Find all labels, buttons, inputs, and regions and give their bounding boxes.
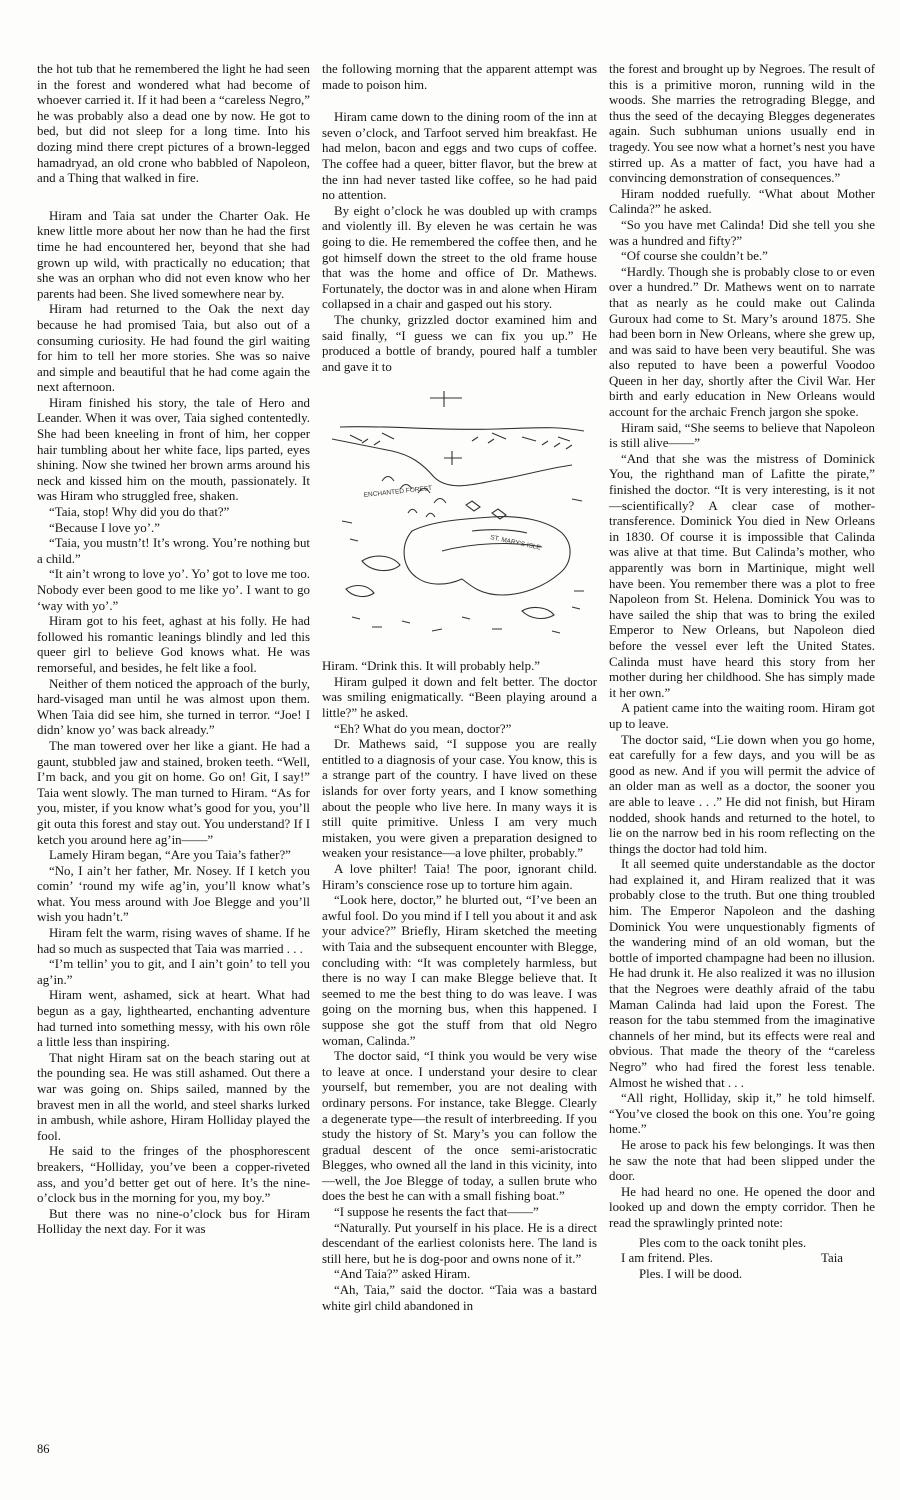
paragraph: Hiram said, “She seems to believe that Napoleon is still alive——” xyxy=(609,420,875,451)
paragraph: Hiram got to his feet, aghast at his folly. He had followed his romantic leanings blindly and led this queer girl to believe God knows what. He was remorseful, and besides, he felt like a fool. xyxy=(37,614,310,675)
paragraph: Hiram came down to the dining room of the inn at seven o’clock, and Tarfoot served him breakfast. He had melon, bacon and eggs and two cups of coffee. The coffee had a queer, bitter flavor, but the brew at the inn had never tasted like coffee, so he had paid no attention. xyxy=(322,110,597,203)
column-left xyxy=(37,62,310,1238)
island-map-illustration xyxy=(322,381,592,651)
column-right xyxy=(609,62,875,1282)
map-label-island: ST. MARY'S ISLE xyxy=(489,534,542,552)
paragraph: The chunky, grizzled doctor examined him and said finally, “I guess we can fix you up.” He produced a bottle of brandy, poured half a tumbler and gave it to xyxy=(322,312,597,374)
paragraph: A patient came into the waiting room. Hiram got up to leave. xyxy=(609,701,875,731)
paragraph: “It ain’t wrong to love yo’. Yo’ got to love me too. Nobody ever been good to me like yo’. I want to go ‘way with yo’.” xyxy=(37,567,310,613)
paragraph: Neither of them noticed the approach of the burly, hard-visaged man until he was almost upon them. When Taia did see him, she turned in terror. “Joe! I didn’ know yo’ was back already.” xyxy=(37,676,310,738)
paragraph: Lamely Hiram began, “Are you Taia’s father?” xyxy=(49,848,291,863)
paragraph: “Eh? What do you mean, doctor?” xyxy=(334,721,512,736)
paragraph: “I suppose he resents the fact that——” xyxy=(334,1205,539,1220)
paragraph: “Ah, Taia,” said the doctor. “Taia was a bastard white girl child abandoned in xyxy=(322,1283,597,1313)
paragraph: But there was no nine-o’clock bus for Hiram Holliday the next day. For it was xyxy=(37,1206,310,1237)
paragraph: By eight o’clock he was doubled up with cramps and violently ill. By eleven he was certain he was going to die. He remembered the coffee then, and he got himself down the street to the old frame house that was the home and office of Dr. Mathews. Fortunately, the doctor was in and alone when Hiram collapsed in a chair and gasped out his story. xyxy=(322,203,597,312)
paragraph: the forest and brought up by Negroes. The result of this is a primitive moron, running wild in the woods. She marries the retrograding Blegge, and thus the seed of the decaying Blegges degenerates again. Such subhuman unions usually end in tragedy. You see now what a hornet’s nest you have stirred up. As a matter of fact, you have had a convincing demonstration of consequences.” xyxy=(609,62,875,186)
map-label-enchanted-forest: ENCHANTED FOREST xyxy=(363,485,433,500)
paragraph: “I’m tellin’ you to git, and I ain’t goin’ to tell you ag’in.” xyxy=(37,957,310,987)
paragraph: Hiram. “Drink this. It will probably help.” xyxy=(322,659,541,674)
paragraph: “No, I ain’t her father, Mr. Nosey. If I ketch you comin’ ‘round my wife ag’in, you’ll know what’s what. You mess around with Joe Blegge and you’ll wish you hadn’t.” xyxy=(37,863,310,925)
paragraph: The doctor said, “I think you would be very wise to leave at once. I understand your desire to clear yourself, but remember, you are not dealing with ordinary persons. For instance, take Blegge. Clearly a degenerate type—the result of interbreeding. If you study the history of St. Mary’s you can follow the gradual descent of the once semi-aristocratic Blegges, who owned all the land in this vicinity, into—well, the Joe Blegge of today, a sullen brute who does the best he can with a small fishing boat.” xyxy=(322,1049,597,1204)
paragraph: “And that she was the mistress of Dominick You, the righthand man of Lafitte the pirate,” finished the doctor. “It is very interesting, is it not—scientifically? A clear case of mother-transference. Dominick You died in New Orleans in 1830. Of course it is impossible that Calinda was alive at that time. But Calinda’s mother, who apparently was born in Martinique, might well have been. You remember there was a plot to free Napoleon from St. Helena. Dominick You was to have sailed the ship that was to bring the exiled Emperor to New Orleans, but Napoleon died before the vessel ever left the United States. Calinda must have heard this story from her mother during her childhood. She has simply made it her own.” xyxy=(609,451,875,700)
paragraph: Hiram and Taia sat under the Charter Oak. He knew little more about her now than he had the first time he had encountered her, beyond that she had grown up wild, with practically no education; that she was an orphan who did not even know who her parents had been. She lived somewhere near by. xyxy=(37,208,310,301)
paragraph: He said to the fringes of the phosphorescent breakers, “Holliday, you’ve been a copper-riveted ass, and you’d better get out of here. It’s the nine-o’clock bus in the morning for you, my boy.” xyxy=(37,1144,310,1206)
paragraph: Hiram went, ashamed, sick at heart. What had begun as a gay, lighthearted, enchanting adventure had turned into something messy, with his own rôle a little less than inspiring. xyxy=(37,988,310,1050)
paragraph: Dr. Mathews said, “I suppose you are really entitled to a diagnosis of your case. You know, this is a strange part of the country. I have lived on these islands for over forty years, and I know something about the people who live here. In many ways it is still quite primitive. Unless I am very much mistaken, you were given a preparation designed to weaken your resistance—a love philter, probably.” xyxy=(322,737,597,861)
paragraph: “Because I love yo’.” xyxy=(49,520,160,535)
paragraph: the hot tub that he remembered the light he had seen in the forest and wondered what had become of whoever carried it. If it had been a “careless Negro,” he was probably also a dead one by now. He got to bed, but did not sleep for a long time. Into his dozing mind there crept pictures of a brown-legged hamadryad, an old crone who babbled of Napoleon, and a Thing that walked in fire. xyxy=(37,62,310,186)
paragraph: A love philter! Taia! The poor, ignorant child. Hiram’s conscience rose up to torture him again. xyxy=(322,862,597,892)
paragraph: “All right, Holliday, skip it,” he told himself. “You’ve closed the book on this one. You’re going home.” xyxy=(609,1091,875,1137)
paragraph: The doctor said, “Lie down when you go home, eat carefully for a few days, and you will be as good as new. And if you will permit the advice of an older man as well as a doctor, the sooner you are able to leave . . .” He did not finish, but Hiram nodded, shook hands and returned to the hotel, to lie on the narrow bed in his room reflecting on the things the doctor had told him. xyxy=(609,732,875,856)
paragraph: That night Hiram sat on the beach staring out at the pounding sea. He was still ashamed. Out there a war was going on. Ships sailed, manned by the bravest men in all the world, and steel sharks lurked in ambush, while ashore, Hiram Holliday played the fool. xyxy=(37,1050,310,1143)
paragraph: the following morning that the apparent attempt was made to poison him. xyxy=(322,62,597,92)
paragraph: It all seemed quite understandable as the doctor had explained it, and Hiram realized that it was probably close to the truth. But one thing troubled him. The Emperor Napoleon and the dashing Dominick You were unquestionably figments of the wandering mind of an old woman, but the bottle of imported champagne had been no illusion. He had drunk it. He also realized it was no illusion that the Negroes were deathly afraid of the tabu Maman Calinda had laid upon the Forest. The reason for the tabu stemmed from the imaginative channels of her mind, but its effects were real and obvious. That made the theory of the “careless Negro” who had fired the forest less tenable. Almost he wished that . . . xyxy=(609,857,875,1090)
paragraph: “Naturally. Put yourself in his place. He is a direct descendant of the earliest colonists here. The land is still here, but he is dog-poor and owns none of it.” xyxy=(322,1220,597,1266)
paragraph: Hiram nodded ruefully. “What about Mother Calinda?” he asked. xyxy=(609,186,875,217)
paragraph: The man towered over her like a giant. He had a gaunt, stubbled jaw and stained, broken teeth. “Well, I’m back, and you git on home. Go on! Git, I say!” Taia went slowly. The man turned to Hiram. “As for you, mister, if you know what’s good for you, you’ll git outa this forest and stay out. You understand? If I ketch you around here ag’in——” xyxy=(37,738,310,847)
handwritten-note xyxy=(609,1236,875,1283)
paragraph: “Taia, you mustn’t! It’s wrong. You’re nothing but a child.” xyxy=(37,536,310,566)
note-signature: Taia xyxy=(821,1251,843,1266)
paragraph: “Of course she couldn’t be.” xyxy=(621,249,768,264)
paragraph: “Hardly. Though she is probably close to or even over a hundred.” Dr. Mathews went on to narrate that as nearly as he could make out Calinda Guroux had come to St. Mary’s around 1875. She had been born in New Orleans, where she grew up, and was said to have been very beautiful. She was also reputed to have been a powerful Voodoo Queen in her day, shortly after the Civil War. Her birth and early education in New Orleans would account for the archaic French jargon she spoke. xyxy=(609,264,875,420)
paragraph: “Taia, stop! Why did you do that?” xyxy=(49,505,230,520)
paragraph: “Look here, doctor,” he blurted out, “I’ve been an awful fool. Do you mind if I tell you about it and ask your advice?” Briefly, Hiram sketched the meeting with Taia and the subsequent encounter with Blegge, concluding with: “It was completely harmless, but there is no way I can make Blegge believe that. It seemed to me the best thing to do was leave. I was going on the morning bus, when this happened. I suppose she got the stuff from that old Negro woman, Calinda.” xyxy=(322,893,597,1048)
note-line: Ples com to the oack toniht ples. xyxy=(639,1235,807,1250)
paragraph: He arose to pack his few belongings. It was then he saw the note that had been slipped under the door. xyxy=(609,1137,875,1184)
note-line: I am fritend. Ples. xyxy=(621,1251,714,1266)
page-number: 86 xyxy=(37,1442,50,1456)
paragraph: Hiram felt the warm, rising waves of shame. If he had so much as suspected that Taia was married . . . xyxy=(37,926,310,956)
paragraph: He had heard no one. He opened the door and looked up and down the empty corridor. Then he read the sprawlingly printed note: xyxy=(609,1184,875,1230)
paragraph: Hiram had returned to the Oak the next day because he had promised Taia, but also out of a consuming curiosity. He had found the girl waiting for him to tell her more stories. She was so naive and simple and beautiful that he had come again the next afternoon. xyxy=(37,302,310,395)
column-middle xyxy=(322,62,597,1314)
paragraph: Hiram finished his story, the tale of Hero and Leander. When it was over, Taia sighed contentedly. She had been kneeling in front of him, her copper hair tumbling about her white face, lips parted, eyes shining. Now she twined her brown arms around his neck and kissed him on the mouth, passionately. It was Hiram who struggled free, shaken. xyxy=(37,395,310,504)
paragraph: “And Taia?” asked Hiram. xyxy=(334,1267,471,1282)
note-line: Ples. I will be dood. xyxy=(639,1266,743,1281)
paragraph: “So you have met Calinda! Did she tell you she was a hundred and fifty?” xyxy=(609,217,875,248)
paragraph: Hiram gulped it down and felt better. The doctor was smiling enigmatically. “Been playing around a little?” he asked. xyxy=(322,674,597,721)
